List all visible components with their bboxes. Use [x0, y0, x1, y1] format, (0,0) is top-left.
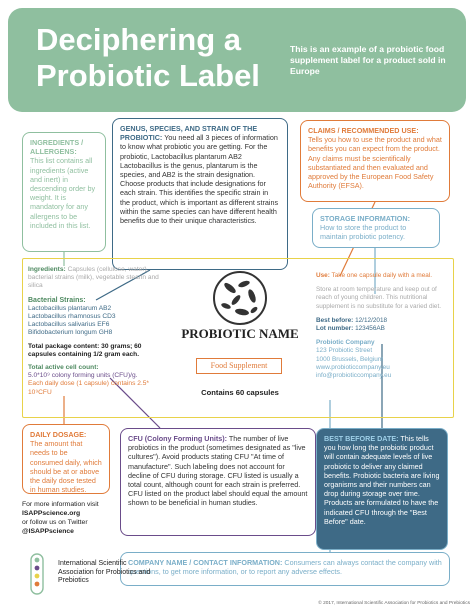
- contains-capsules: Contains 60 capsules: [201, 388, 279, 397]
- company-body: Consumers can always contact the company with questions, to get more information, or to report any adverse effects.: [128, 558, 442, 577]
- food-supplement-tag: Food Supplement: [196, 358, 282, 374]
- storage-text: Store at room temperature and keep out of reach of young children. This nutritional supplement is no substitute for a varied diet.: [316, 286, 442, 310]
- company-heading: COMPANY NAME / CONTACT INFORMATION:: [128, 558, 283, 567]
- best-before-line: [316, 317, 450, 325]
- twitter-intro: or follow us on Twitter: [22, 519, 88, 526]
- genus-species-strain-box: [112, 118, 288, 270]
- lot-label: Lot number:: [316, 325, 354, 333]
- isapp-org-name: International Scientific Association for Probiotics and Prebiotics: [58, 560, 151, 585]
- strain-item: Lactobacillus plantarum AB2: [28, 304, 112, 312]
- bacterial-strains-heading: Bacterial Strains:: [28, 296, 86, 304]
- ingredients-body: This list contains all ingredients (active and inert) in descending order by weight. It is mandatory for any allergens to be included in this list.: [30, 156, 96, 230]
- header-subtitle: This is an example of a probiotic food supplement label for a product sold in Europe: [290, 44, 446, 76]
- storage-body: How to store the product to maintain probiotic potency.: [320, 223, 407, 242]
- website-link[interactable]: ISAPPscience.org: [22, 510, 81, 517]
- use-text: Take one capsule daily with a meal.: [331, 272, 433, 279]
- cfu-box: [120, 428, 316, 536]
- lot-value: 123456AB: [355, 325, 385, 333]
- label-right-column: [316, 272, 450, 380]
- best-before-value: 12/12/2018: [355, 316, 388, 324]
- label-left-column: [28, 266, 166, 397]
- cfu-body: The number of live probiotics in the product (sometimes designated as "live cultures"). Avoid products stating CFU "At time of manufacture". Such labeling does not account for decline of CFU during storage. CFU listed is usually a total count, although count for each strain is preferred. CFU listed on the product label should equal the amount shown to be beneficial in human studies.: [128, 434, 308, 508]
- title-line-2: Probiotic Label: [36, 58, 260, 93]
- best-before-label: Best before:: [316, 316, 354, 324]
- storage-heading: STORAGE INFORMATION:: [320, 214, 410, 223]
- company-name: Probiotic Company: [316, 339, 375, 347]
- strain-item: Lactobacillus salivarius EF6: [28, 321, 110, 329]
- strain-item: Lactobacillus rhamnosus CD3: [28, 313, 116, 321]
- strain-item: Bifidobacterium longum GH8: [28, 329, 113, 337]
- daily-dosage-box: [22, 424, 110, 494]
- company-address: [316, 347, 450, 380]
- strain-list: [28, 305, 166, 338]
- more-info-block: [22, 500, 118, 536]
- ingredients-allergens-box: [22, 132, 106, 252]
- active-cell-text: 5.0*10⁹ colony forming units (CFU)/g.: [28, 372, 138, 380]
- address-line: www.probioticcompany.eu: [316, 363, 390, 371]
- best-before-box: [316, 428, 448, 550]
- cfu-heading: CFU (Colony Forming Units):: [128, 434, 228, 443]
- ingredients-heading: INGREDIENTS / ALLERGENS:: [30, 138, 84, 157]
- claims-heading: CLAIMS / RECOMMENDED USE:: [308, 126, 419, 135]
- address-line: info@probioticcompany.eu: [316, 372, 392, 380]
- twitter-handle[interactable]: @ISAPPscience: [22, 528, 74, 535]
- bbd-body: This tells you how long the probiotic product will contain adequate levels of live probiotic to deliver any claimed benefits. Probiotic bacteria are living organisms and their numbers can drop during storage over time. Products are formulated to have the indicated CFU through the "Best Before" date.: [324, 434, 440, 526]
- gss-body: You need all 3 pieces of information to know what probiotic you are getting. For the probiotic, Lactobacillus plantarum AB2 Lactobacillus is the genus, plantarum is the species, and AB2 is the strain designation. Choose products that include designations for each strain. This identifies the specific strain in the product, which is important as different strains within the same species can have different health benefits due to their unique characteristics.: [120, 133, 279, 226]
- package-content: Total package content: 30 grams; 60 capsules containing 1/2 gram each.: [28, 342, 142, 358]
- storage-info-box: [312, 208, 440, 248]
- address-line: 1000 Brussels, Belgium: [316, 355, 384, 363]
- title-line-1: Deciphering a: [36, 22, 241, 57]
- product-name: PROBIOTIC NAME: [181, 326, 299, 341]
- bbd-heading: BEST BEFORE DATE:: [324, 434, 399, 443]
- claims-body: Tells you how to use the product and what benefits you can expect from the product. Any claims must be scientifically substantiated and then evaluated and approved by the European Food Safety Authority (EFSA).: [308, 135, 442, 191]
- use-line: [316, 272, 450, 280]
- use-label: Use:: [316, 272, 330, 279]
- active-cell-heading: Total active cell count:: [28, 364, 99, 372]
- label-ingredients: [28, 266, 166, 291]
- daily-dose-text: Each daily dose (1 capsule) contains 2.5* 10⁹CFU: [28, 380, 149, 396]
- ingredients-label: Ingredients:: [28, 266, 66, 273]
- ingredients-text: Capsules (cellulose, water), bacterial strains (milk), vegetable stearin and silica: [28, 266, 159, 290]
- pills-icon: [212, 270, 268, 326]
- gss-heading: GENUS, SPECIES, AND STRAIN OF THE PROBIOTIC:: [120, 124, 258, 143]
- daily-body: The amount that needs to be consumed daily, which should be at or above the daily dose tested in human studies.: [30, 439, 102, 495]
- daily-heading: DAILY DOSAGE:: [30, 430, 87, 439]
- copyright: © 2017, International Scientific Association for Probiotics and Prebiotics: [318, 601, 470, 606]
- more-info-text: For more information visit: [22, 501, 99, 508]
- claims-box: [300, 120, 450, 202]
- lot-line: [316, 325, 450, 333]
- address-line: 123 Probiotic Street: [316, 347, 373, 355]
- company-contact-box: [120, 552, 450, 586]
- isapp-logo: [22, 552, 52, 596]
